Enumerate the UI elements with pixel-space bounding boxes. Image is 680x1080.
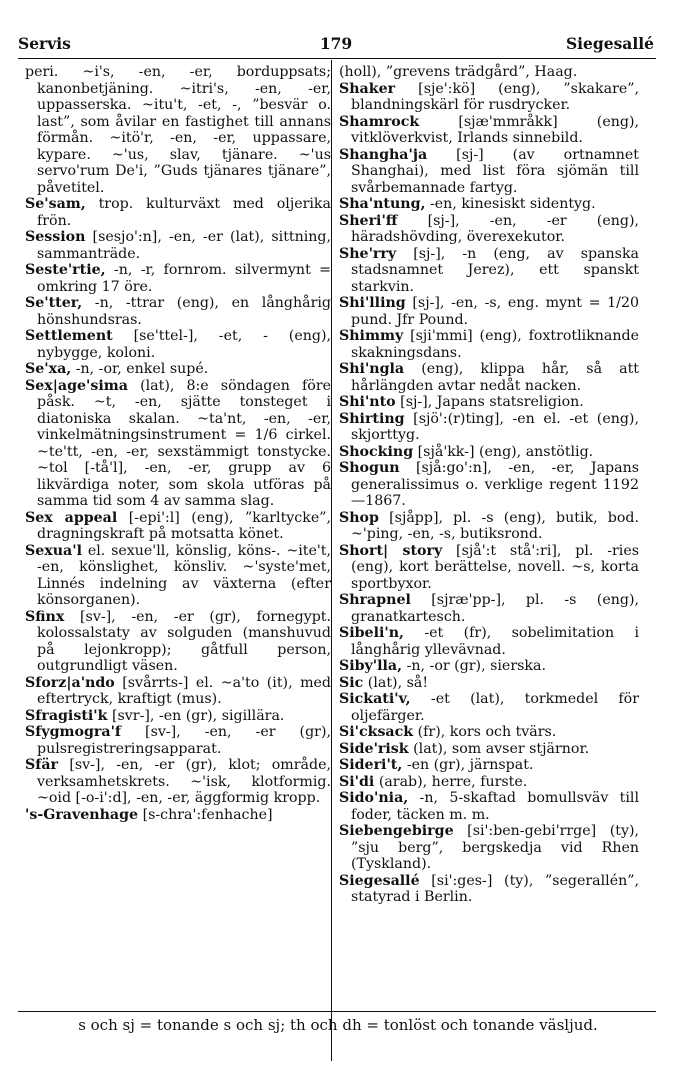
entry-definition: -et (fr), sobelimitation i långhårig yllevävnad. [351,625,639,658]
dictionary-entry [339,675,639,692]
entry-definition: [svr-], -en (gr), sigillära. [111,707,285,724]
dictionary-entry [25,543,331,609]
dictionary-entry [339,510,639,543]
entry-definition: -n, -or, enkel supé. [75,361,209,377]
entry-headword: Shangha'ja [339,146,428,163]
entry-definition: [sj-], Japans statsreligion. [400,394,584,410]
dictionary-entry [25,724,331,757]
entry-headword: Sheri'ff [339,212,398,229]
dictionary-entry [339,757,639,774]
entry-definition: (fr), kors och tvärs. [417,724,557,740]
entry-headword: Sex appeal [25,509,118,526]
entry-definition: [sv-], -en, -er (gr), pulsregistreringsapparat. [37,724,331,757]
dictionary-entry [339,295,639,328]
dictionary-entry [339,823,639,873]
entry-headword: Sex|age'sima [25,377,128,394]
entry-headword: Sfragisti'k [25,707,108,724]
page-number: 179 [319,34,353,53]
entry-headword: Sic [339,674,364,691]
entry-headword: Shrapnel [339,592,411,608]
dictionary-entry [25,675,331,708]
dictionary-entry [339,147,639,197]
entry-definition: [sje':kö] (eng), ”skakare”, blandningskärl för rusdrycker. [351,80,640,113]
entry-definition: (holl), ”grevens trädgård”, Haag. [339,64,578,80]
dictionary-entry [25,262,331,295]
entry-headword: Shamrock [339,113,420,130]
entry-headword: Sfygmogra'f [25,724,122,740]
entry-definition: [sjö':(r)ting], -en el. -et (eng), skjorttyg. [351,410,639,443]
entry-headword: Se'tter, [25,295,83,311]
dictionary-entry [339,114,639,147]
dictionary-entry [339,460,639,510]
entry-headword: Sfär [25,757,59,773]
entry-definition: -et (lat), torkmedel för oljefärger. [351,691,639,724]
entry-headword: Shi'nto [339,394,396,410]
entry-definition: [sjå'kk-] (eng), anstötlig. [417,443,594,460]
entry-headword: Shirting [339,410,405,427]
dictionary-entry [339,444,639,461]
entry-definition: [sj-], -n (eng, av spanska stadsnamnet Jerez), ett spanskt starkvin. [351,245,639,295]
dictionary-entry [339,741,639,758]
entry-definition: (lat), som avser stjärnor. [413,740,590,757]
entry-definition: [sjræ'pp-], pl. -s (eng), granatkartesch. [351,592,639,625]
entry-definition: -n, 5-skaftad bomullsväv till foder, täcken m. m. [351,790,639,823]
entry-definition: [sjå':t stå':ri], pl. -ries (eng), kort berättelse, novell. ~s, korta sportbyxor. [351,542,640,592]
entry-headword: Sido'nia, [339,790,409,806]
entry-definition: [sj-] (av ortnamnet Shanghai), med list föra sjömän till svårbemannade fartyg. [351,146,639,196]
entry-definition: [sji'mmi] (eng), foxtrotliknande skakningsdans. [351,328,640,361]
entry-definition: [sj-], -en, -s, eng. mynt = 1/20 pund. Jfr Pound. [351,295,639,328]
dictionary-entry [339,592,639,625]
entry-headword: Shi'ngla [339,361,405,377]
entry-headword: Session [25,229,86,245]
entry-headword: Si'di [339,773,375,790]
entry-definition: [sjæ'mmråkk] (eng), vitklöverkvist, Irlands sinnebild. [351,113,639,146]
dictionary-entry [25,510,331,543]
dictionary-entry [339,81,639,114]
entry-definition: [s-chra':fenhache] [142,806,273,823]
entry-headword: Siby'lla, [339,658,403,674]
dictionary-entry [25,609,331,675]
entry-headword: Sibeli'n, [339,625,404,641]
entry-definition: [sv-], -en, -er (gr), klot; område, verksamhetskrets. ~'isk, klotformig. ~oid [-o-i':d], -en, -er, äggformig kropp. [37,757,331,806]
dictionary-entry [339,64,639,81]
dictionary-entry [25,328,331,361]
entry-definition: peri. ~i's, -en, -er, borduppsats; kanonbetjäning. ~itri's, -en, -er, uppasserska. ~itu't, -et, -, ”besvär o. last”, som åvilar en fastighet till annans förmån. ~itö'r, -en, -er, uppassare, kypare. ~'us, slav, tjänare. ~'us servo'rum De'i, ”Guds tjänares tjänare”, påvetitel. [25,64,331,196]
entry-definition: [sj-], -en, -er (eng), häradshövding, överexekutor. [351,212,639,245]
entry-headword: Sha'ntung, [339,196,426,212]
entry-definition: -n, -ttrar (eng), en långhårig hönshundsras. [37,295,331,328]
dictionary-entry [339,394,639,411]
entry-definition: (eng), klippa hår, så att hårlängden avtar nedåt nacken. [351,361,639,394]
entry-definition: -n, -r, fornrom. silvermynt = omkring 17 öre. [37,262,331,295]
dictionary-entry [25,807,331,824]
header-rule [18,58,656,59]
dictionary-entry [339,328,639,361]
entry-headword: Sexua'l [25,542,82,559]
entry-definition: [svårrts-] el. ~a'to (it), med eftertryck, kraftigt (mus). [37,674,331,707]
running-header [18,30,654,56]
entry-definition: [si':ben-gebi'rrge] (ty), ”sju berg”, bergskedja vid Rhen (Tyskland). [351,823,640,872]
footer-rule [18,1011,656,1012]
dictionary-entry [25,378,331,510]
entry-definition: [sjåpp], pl. -s (eng), butik, bod. ~'ping, -en, -s, butiksrond. [351,509,639,542]
right-column [339,64,639,906]
pronunciation-footnote: s och sj = tonande s och sj; th och dh = tonlöst och tonande väsljud. [78,1016,598,1034]
entry-headword: 's-Gravenhage [25,806,139,823]
entry-definition: -n, -or (gr), sierska. [406,658,546,674]
dictionary-entry [339,246,639,296]
entry-definition: [si':ges-] (ty), ”segerallén”, statyrad i Berlin. [351,872,639,905]
entry-headword: Sforz|a'ndo [25,674,115,691]
dictionary-entry [25,196,331,229]
dictionary-entry [25,64,331,196]
dictionary-entry [339,411,639,444]
dictionary-entry [25,229,331,262]
entry-headword: Shogun [339,460,400,476]
dictionary-entry [339,658,639,675]
entry-headword: Shocking [339,443,414,460]
dictionary-entry [25,708,331,725]
column-divider [331,60,332,1061]
dictionary-entry [25,361,331,378]
entry-headword: Si'cksack [339,724,414,740]
dictionary-entry [339,543,639,593]
dictionary-entry [25,295,331,328]
entry-definition: [-epi':l] (eng), ”karltycke”, dragningskraft på motsatta könet. [37,509,331,542]
dictionary-entry [25,757,331,807]
header-last-word: Siegesallé [565,34,654,53]
entry-headword: Se'sam, [25,196,86,212]
entry-headword: Sfinx [25,608,65,625]
entry-definition: (arab), herre, furste. [378,773,528,790]
entry-headword: Shaker [339,80,396,97]
entry-headword: She'rry [339,245,397,262]
header-first-word: Servis [18,34,71,53]
entry-headword: Sideri't, [339,757,403,773]
dictionary-entry [339,361,639,394]
entry-headword: Sickati'v, [339,691,411,707]
entry-definition: [se'ttel-], -et, - (eng), nybygge, koloni. [37,328,331,361]
entry-definition: [sesjo':n], -en, -er (lat), sittning, sammanträde. [37,229,332,262]
entry-definition: [sv-], -en, -er (gr), fornegypt. kolossalstaty av solguden (manshuvud på lejonkropp); gåtfull person, outgrundligt väsen. [37,608,331,674]
entry-headword: Short| story [339,542,443,559]
entry-headword: Settlement [25,328,113,344]
dictionary-entry [339,625,639,658]
dictionary-entry [339,774,639,791]
entry-headword: Shimmy [339,328,404,344]
dictionary-entry [339,691,639,724]
entry-headword: Se'xa, [25,361,72,377]
entry-definition: -en (gr), järnspat. [406,757,534,773]
entry-headword: Seste'rtie, [25,262,106,278]
entry-headword: Side'risk [339,740,409,757]
dictionary-entry [339,790,639,823]
entry-definition: [sjå:go':n], -en, -er, Japans generalissimus o. verklige regent 1192—1867. [351,460,639,509]
entry-headword: Siegesallé [339,872,420,889]
dictionary-entry [339,213,639,246]
entry-definition: -en, kinesiskt sidentyg. [429,196,596,212]
left-column [25,64,331,823]
dictionary-entry [339,873,639,906]
entry-headword: Shi'lling [339,295,406,311]
entry-definition: (lat), 8:e söndagen före påsk. ~t, -en, sjätte tonsteget i diatoniska skalan. ~ta'nt, -en, -er, vinkelmätningsinstrument = 1/6 cirkel. ~te'tt, -en, -er, sexstämmigt tonstycke. ~tol [-tå'l], -en, -er, grupp av 6 likvärdiga noter, som skola utföras på samma tid som 4 av samma slag. [37,377,331,509]
dictionary-entry [339,724,639,741]
dictionary-entry [339,196,639,213]
entry-definition: el. sexue'll, könslig, köns-. ~ite't, -en, könslighet, könsliv. ~'syste'met, Linnés indelning av växterna (efter könsorganen). [37,542,332,608]
entry-definition: (lat), så! [367,674,429,691]
entry-definition: trop. kulturväxt med oljerika frön. [37,196,331,229]
entry-headword: Siebengebirge [339,823,454,839]
entry-headword: Shop [339,509,379,526]
